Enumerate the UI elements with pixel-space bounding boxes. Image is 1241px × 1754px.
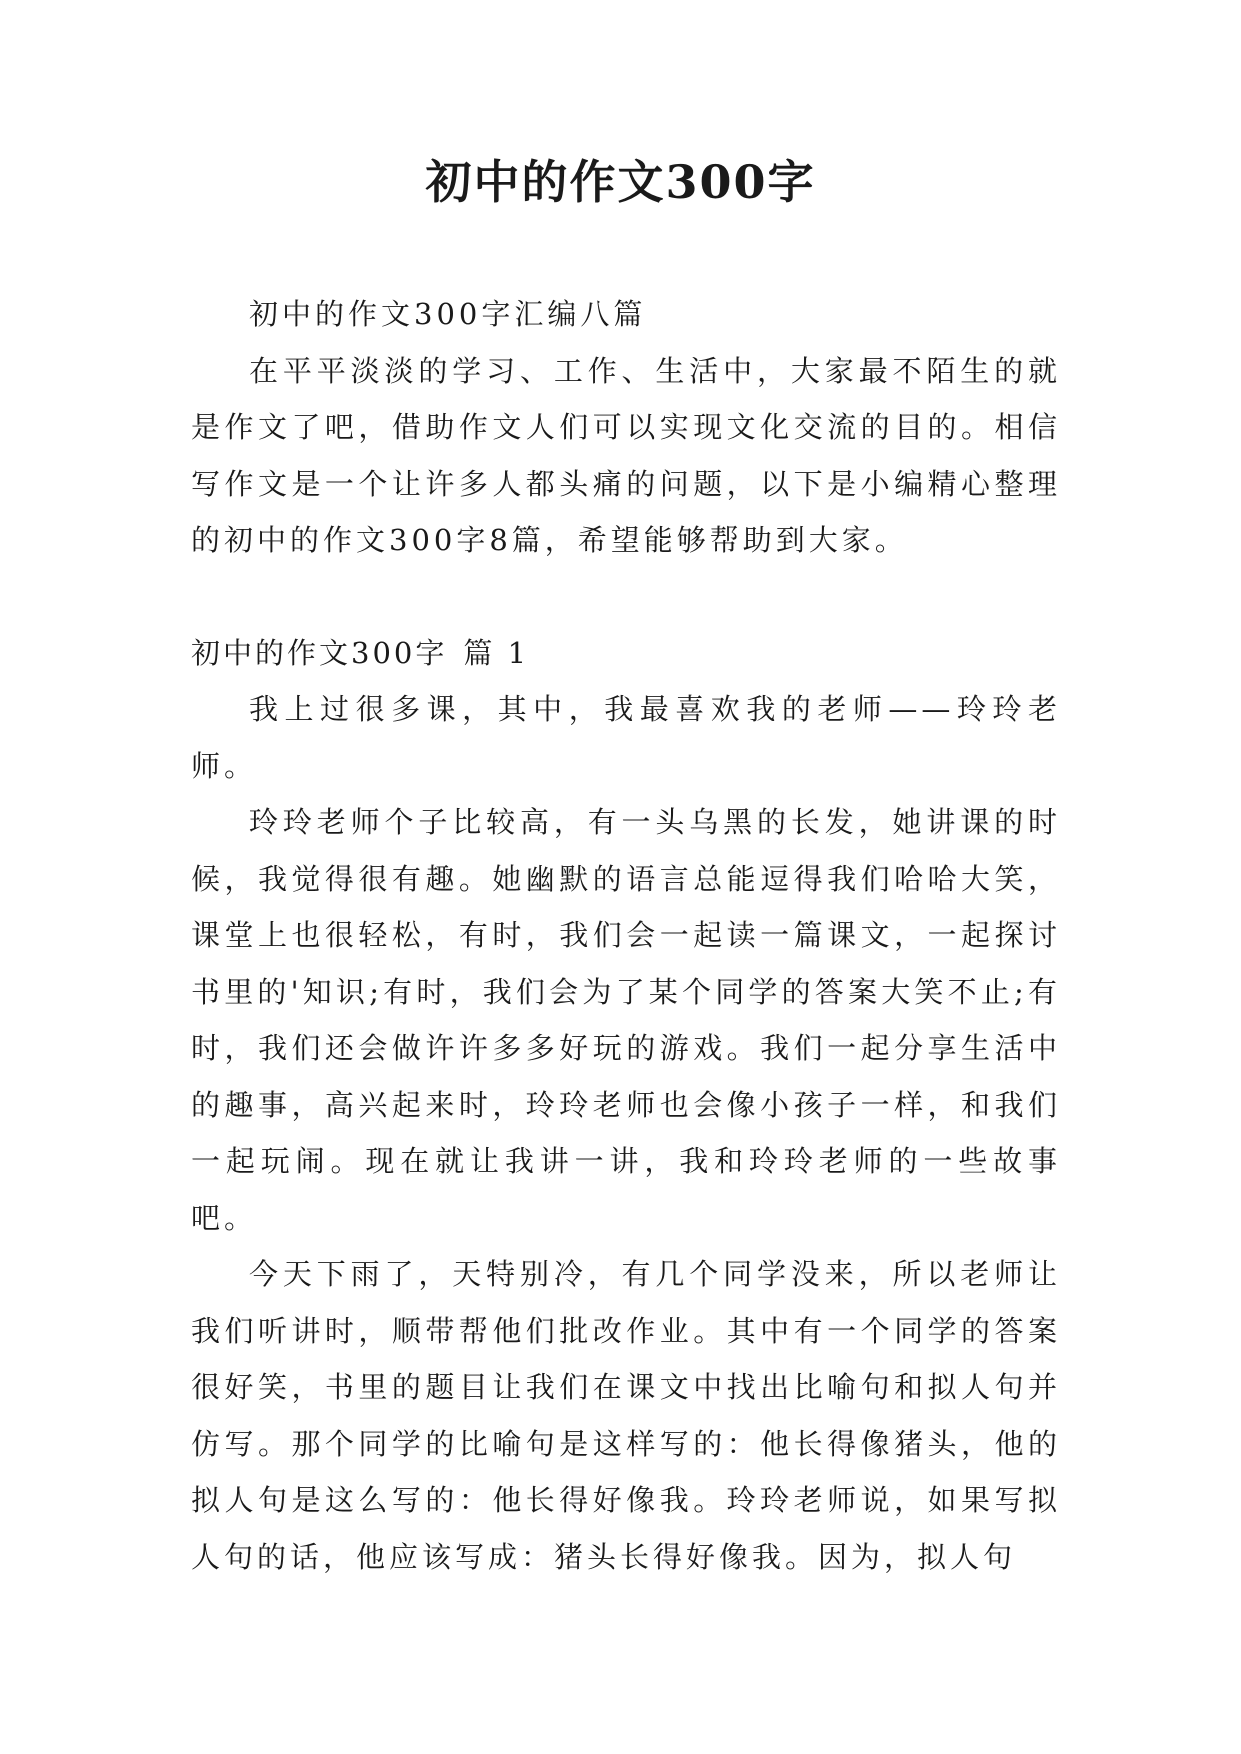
document-body (191, 286, 1061, 1585)
section-heading-title: 初中的作文300字 (191, 635, 448, 670)
section-paragraph-1: 我上过很多课，其中，我最喜欢我的老师——玲玲老师。 (191, 692, 1061, 783)
section-heading (191, 625, 1061, 682)
intro-paragraph: 在平平淡淡的学习、工作、生活中，大家最不陌生的就是作文了吧，借助作文人们可以实现文化交流的目的。相信写作文是一个让许多人都头痛的问题，以下是小编精心整理的初中的作文300字8篇，希望能够帮助到大家。 (191, 353, 1061, 557)
document-title: 初中的作文300字 (425, 155, 816, 209)
section-paragraph-3: 今天下雨了，天特别冷，有几个同学没来，所以老师让我们听讲时，顺带帮他们批改作业。其中有一个同学的答案很好笑，书里的题目让我们在课文中找出比喻句和拟人句并仿写。那个同学的比喻句是这样写的：他长得像猪头，他的拟人句是这么写的：他长得好像我。玲玲老师说，如果写拟人句的话，他应该写成：猪头长得好像我。因为，拟人句 (191, 1257, 1061, 1574)
section-heading-label: 篇 1 (463, 635, 530, 670)
subtitle-paragraph: 初中的作文300字汇编八篇 (249, 297, 647, 331)
section-spacer (191, 569, 1061, 625)
section-paragraph-2: 玲玲老师个子比较高，有一头乌黑的长发，她讲课的时候，我觉得很有趣。她幽默的语言总能逗得我们哈哈大笑，课堂上也很轻松，有时，我们会一起读一篇课文，一起探讨书里的'知识;有时，我们会为了某个同学的答案大笑不止;有时，我们还会做许许多多好玩的游戏。我们一起分享生活中的趣事，高兴起来时，玲玲老师也会像小孩子一样，和我们一起玩闹。现在就让我讲一讲，我和玲玲老师的一些故事吧。 (191, 805, 1061, 1235)
